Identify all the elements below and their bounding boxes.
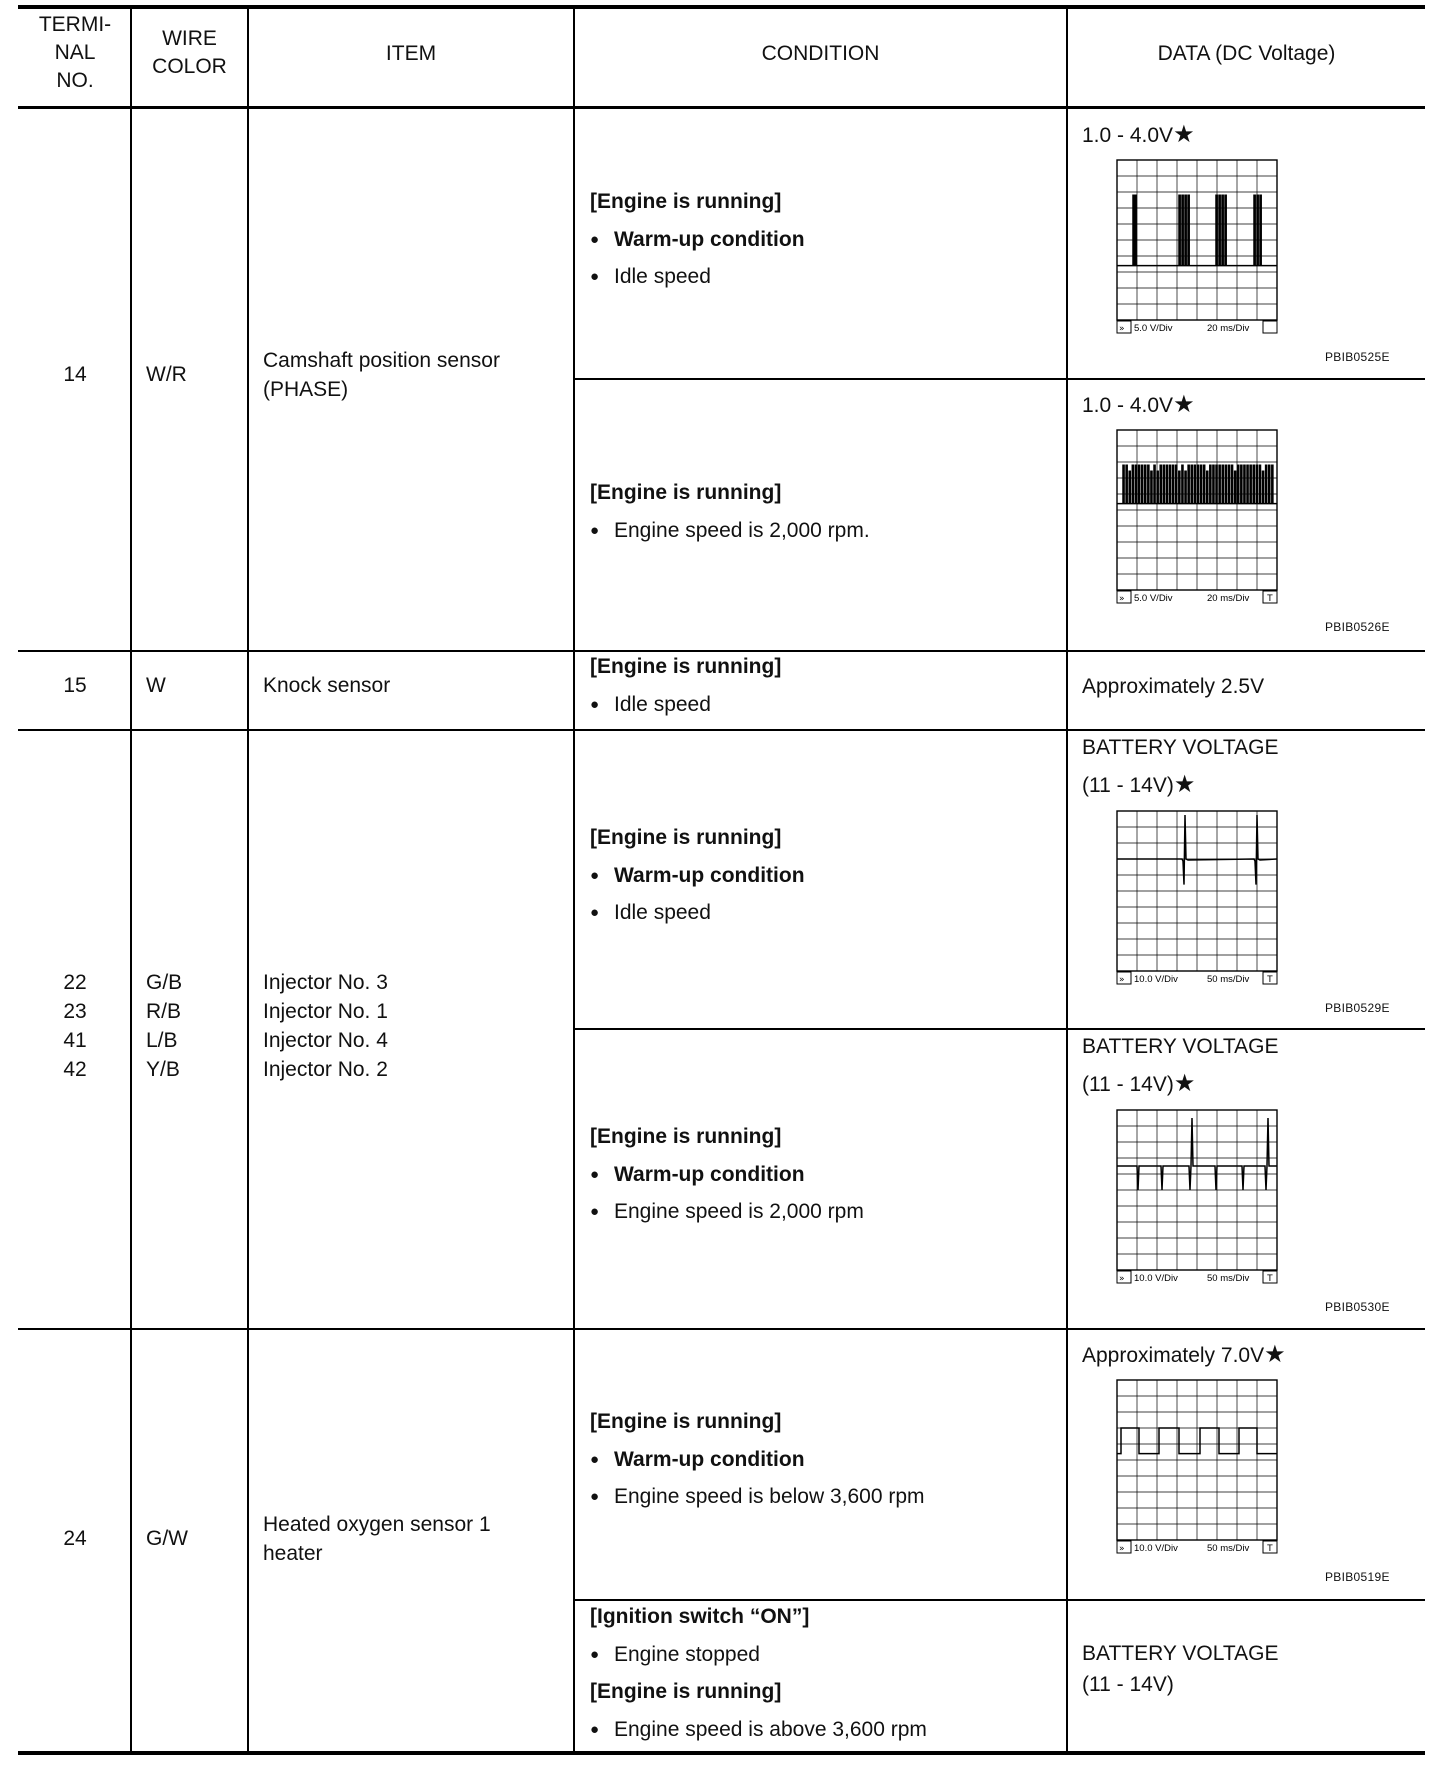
scope-time-div: 50 ms/Div (1207, 1543, 1250, 1554)
condition-line: [Engine is running] (590, 655, 782, 678)
oscilloscope-waveform (1115, 1108, 1280, 1288)
column-rule (573, 7, 575, 1753)
condition-line: ● Engine speed is 2,000 rpm. (590, 512, 1060, 550)
data-value-label: BATTERY VOLTAGE (1082, 736, 1279, 759)
double-chevron-icon: » (1119, 1544, 1125, 1554)
condition-cell (590, 648, 1060, 723)
row-rule (18, 1328, 1425, 1330)
item-name: Knock sensor (263, 674, 391, 697)
wire-color: W (146, 674, 166, 697)
condition-line: ● Warm-up condition (590, 221, 1060, 259)
wire-color: G/W (146, 1527, 188, 1550)
terminal-no: 15 (63, 674, 87, 697)
figure-id: PBIB0529E (1325, 1001, 1390, 1015)
data-value-label: 1.0 - 4.0V (1082, 394, 1174, 417)
oscilloscope-screen (1115, 1108, 1280, 1288)
scope-volt-div: 10.0 V/Div (1134, 1273, 1178, 1284)
condition-line: [Engine is running] (590, 481, 782, 504)
oscilloscope-screen (1115, 809, 1280, 989)
condition-line: ● Engine speed is above 3,600 rpm (590, 1711, 1060, 1749)
data-value (1082, 1336, 1286, 1374)
data-value-label: BATTERY VOLTAGE (1082, 1035, 1279, 1058)
condition-line: [Engine is running] (590, 190, 782, 213)
trigger-label: T (1267, 1273, 1273, 1284)
data-value (1082, 386, 1195, 424)
scope-grid (1117, 1380, 1277, 1540)
double-chevron-icon: » (1119, 975, 1125, 985)
scope-time-div: 20 ms/Div (1207, 593, 1250, 604)
data-value-label: 1.0 - 4.0V (1082, 124, 1174, 147)
item-name: Heated oxygen sensor 1 heater (263, 1513, 491, 1565)
waveform-trace (1117, 465, 1277, 503)
item-name: Injector No. 3 Injector No. 1 Injector No. 4 Injector No. 2 (263, 971, 388, 1081)
condition-line: ● Engine stopped (590, 1636, 1060, 1674)
star-icon: ★ (1173, 1070, 1196, 1097)
scope-grid (1117, 430, 1277, 590)
data-value (1082, 116, 1195, 154)
item-name: Camshaft position sensor (PHASE) (263, 349, 500, 401)
condition-line: ● Idle speed (590, 894, 1060, 932)
column-rule (247, 7, 249, 1753)
condition-line: ● Engine speed is 2,000 rpm (590, 1193, 1060, 1231)
wire-color: G/B R/B L/B Y/B (146, 971, 183, 1081)
header-bottom-rule (18, 106, 1425, 109)
subrow-rule (573, 1028, 1425, 1030)
scope-time-div: 20 ms/Div (1207, 323, 1250, 334)
condition-line: ● Idle speed (590, 258, 1060, 296)
oscilloscope-waveform (1115, 158, 1280, 338)
data-value-label: Approximately 7.0V (1082, 1344, 1265, 1367)
condition-line: ● Idle speed (590, 686, 1060, 724)
scope-time-div: 50 ms/Div (1207, 974, 1250, 985)
condition-line: [Engine is running] (590, 1680, 782, 1703)
table-bottom-rule (18, 1751, 1425, 1755)
double-chevron-icon: » (1119, 1274, 1125, 1284)
data-value-label: BATTERY VOLTAGE (1082, 1642, 1279, 1665)
data-value: Approximately 2.5V (1082, 675, 1265, 698)
scope-volt-div: 10.0 V/Div (1134, 974, 1178, 985)
header-item: ITEM (385, 42, 437, 65)
condition-cell (590, 1118, 1060, 1231)
data-value (1082, 729, 1278, 804)
double-chevron-icon: » (1119, 594, 1125, 604)
trigger-label: T (1267, 974, 1273, 985)
condition-line: ● Engine speed is below 3,600 rpm (590, 1478, 1060, 1516)
condition-line: [Engine is running] (590, 826, 782, 849)
star-icon: ★ (1264, 1341, 1286, 1368)
terminal-no: 24 (63, 1527, 87, 1550)
scope-grid (1117, 811, 1277, 971)
trigger-label: T (1267, 593, 1273, 604)
oscilloscope-screen (1115, 1378, 1280, 1558)
condition-line: ● Warm-up condition (590, 1441, 1060, 1479)
terminal-no: 22 23 41 42 (63, 971, 87, 1081)
data-value-range: (11 - 14V) (1082, 1073, 1174, 1096)
condition-line: [Engine is running] (590, 1410, 782, 1433)
scope-volt-div: 5.0 V/Div (1134, 593, 1173, 604)
subrow-rule (573, 378, 1425, 380)
star-icon: ★ (1173, 391, 1195, 418)
scope-volt-div: 10.0 V/Div (1134, 1543, 1178, 1554)
trigger-box (1263, 321, 1277, 333)
oscilloscope-waveform (1115, 428, 1280, 608)
condition-cell (590, 474, 1060, 549)
table-top-rule (18, 5, 1425, 9)
condition-cell (590, 1403, 1060, 1516)
header-wire-color: WIRE COLOR (152, 27, 227, 78)
header-terminal-no: TERMI- NAL NO. (38, 13, 112, 92)
figure-id: PBIB0530E (1325, 1300, 1390, 1314)
condition-cell (590, 819, 1060, 932)
trigger-label: T (1267, 1543, 1273, 1554)
data-value-range: (11 - 14V) (1082, 1673, 1174, 1696)
header-data: DATA (DC Voltage) (1157, 42, 1336, 65)
oscilloscope-screen (1115, 428, 1280, 608)
data-value-range: (11 - 14V) (1082, 774, 1174, 797)
column-rule (1066, 7, 1068, 1753)
header-condition: CONDITION (761, 42, 880, 65)
oscilloscope-screen (1115, 158, 1280, 338)
condition-line: [Engine is running] (590, 1125, 782, 1148)
terminal-no: 14 (63, 363, 87, 386)
condition-line: ● Warm-up condition (590, 1156, 1060, 1194)
oscilloscope-waveform (1115, 809, 1280, 989)
data-value (1082, 1028, 1278, 1103)
scope-volt-div: 5.0 V/Div (1134, 323, 1173, 334)
oscilloscope-waveform (1115, 1378, 1280, 1558)
wire-color: W/R (146, 363, 187, 386)
star-icon: ★ (1173, 771, 1196, 798)
data-value (1082, 1638, 1278, 1700)
column-rule (130, 7, 132, 1753)
double-chevron-icon: » (1119, 324, 1125, 334)
scope-grid (1117, 1110, 1277, 1270)
figure-id: PBIB0525E (1325, 350, 1390, 364)
scope-time-div: 50 ms/Div (1207, 1273, 1250, 1284)
star-icon: ★ (1173, 121, 1195, 148)
figure-id: PBIB0519E (1325, 1570, 1390, 1584)
condition-line: [Ignition switch “ON”] (590, 1605, 810, 1628)
scope-grid (1117, 160, 1277, 320)
condition-line: ● Warm-up condition (590, 857, 1060, 895)
condition-cell (590, 183, 1060, 296)
condition-cell (590, 1598, 1060, 1748)
figure-id: PBIB0526E (1325, 620, 1390, 634)
